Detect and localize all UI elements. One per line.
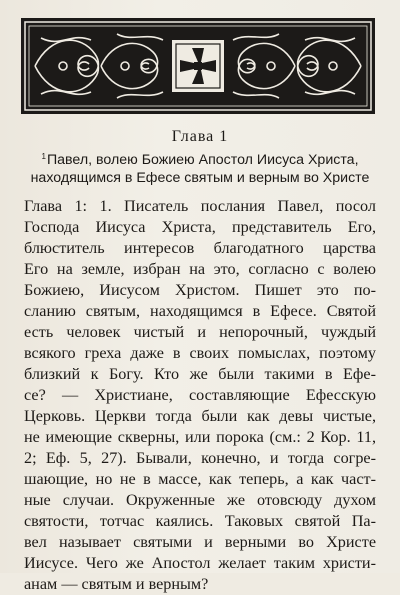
commentary-line: се? — Христиане, составляющие Ефесскую: [24, 386, 376, 404]
chapter-title: Глава 1: [171, 128, 229, 145]
commentary-line: Глава 1: 1. Писатель послания Павел, посол: [24, 197, 376, 215]
commentary-line: ные случаи. Окруженные же отовсюду духом: [24, 491, 376, 509]
commentary-line: шающие, но не в массе, как теперь, а как част-: [24, 470, 376, 488]
commentary-line: Иисусе. Чего же Апостол желает таким христи-: [24, 554, 376, 572]
verse-line-2: находящимся в Ефесе святым и верным во Христе: [30, 170, 370, 186]
commentary-line: 2; Еф. 5, 27). Бывали, конечно, и тогда согре-: [24, 449, 376, 467]
verse-line-1: [24, 148, 376, 169]
commentary-line: всякого греха даже в своих помыслах, поэтому: [24, 344, 376, 362]
commentary-line: сланию святым, находящимся в Ефесе. Святой: [24, 302, 376, 320]
commentary-line: не имеющие скверны, или порока (см.: 2 Кор. 11,: [24, 428, 376, 446]
commentary-line: святости, тотчас каялись. Таковых святой Па-: [24, 512, 376, 530]
commentary-line: Божиею, Иисусом Христом. Пишет это по-: [24, 281, 376, 299]
verse-quote: [24, 148, 376, 187]
verse-number: 1: [41, 152, 46, 161]
commentary-line: Его на земле, избран на это, согласно с волею: [24, 260, 376, 278]
commentary-line: анам — святым и верным?: [24, 575, 209, 593]
commentary-text: [24, 196, 376, 595]
commentary-line: Церковь. Церкви тогда были как девы чистые,: [24, 407, 376, 425]
commentary-line: Господа Иисуса Христа, представитель Его,: [24, 218, 376, 236]
commentary-line: близкий к Богу. Кто же были такими в Ефе-: [24, 365, 376, 383]
commentary-line: вел называет святыми и верными во Христе: [24, 533, 376, 551]
commentary-line: есть человек чистый и непорочный, чуждый: [24, 323, 376, 341]
commentary-line: блюститель интересов благодатного царства: [24, 239, 376, 257]
verse-text-line1: Павел, волею Божиею Апостол Иисуса Христа,: [46, 152, 359, 168]
ornamental-header-icon: [21, 18, 375, 114]
